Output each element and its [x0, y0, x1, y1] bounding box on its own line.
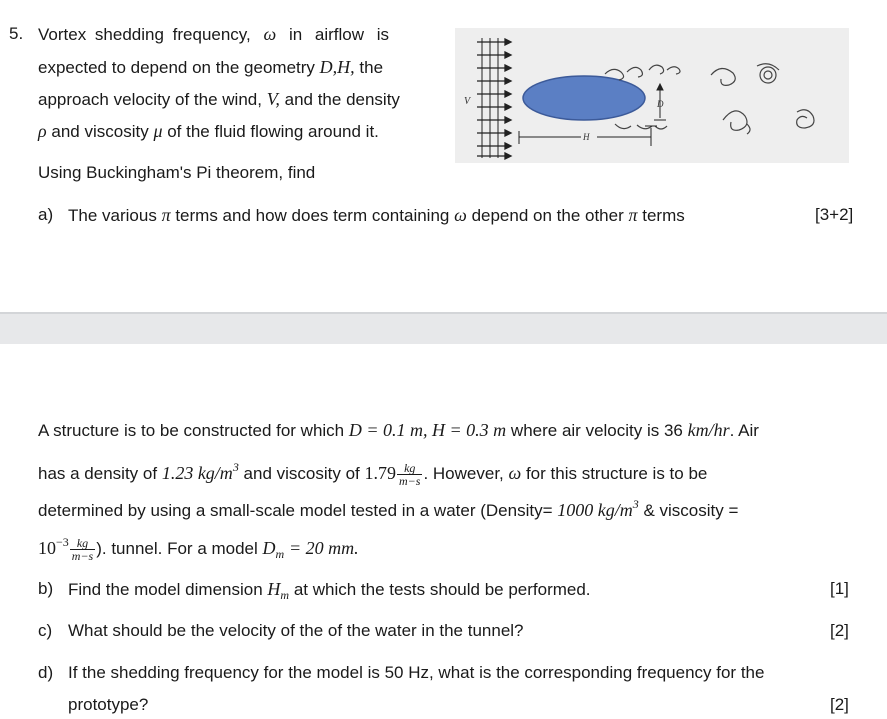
- q5-line-3-text: approach velocity of the wind,: [38, 90, 262, 109]
- q5-line-3-end: and the density: [284, 90, 400, 109]
- model-dim-sub: m: [275, 547, 285, 561]
- vortex-shedding-figure: [455, 28, 849, 163]
- question-number: 5.: [9, 24, 24, 43]
- part-b-t1: Find the model dimension: [68, 580, 263, 599]
- figure-label-h: H: [583, 132, 590, 142]
- part-a-label: a): [38, 205, 54, 224]
- water-density-value: 1000 kg/m: [557, 500, 633, 520]
- air-viscosity-unit: [397, 462, 422, 487]
- structure-l2-text-b: and viscosity of: [243, 464, 360, 483]
- structure-line-2: [38, 457, 707, 487]
- part-a-marks: [3+2]: [815, 205, 854, 224]
- velocity-var: V,: [266, 89, 280, 109]
- hm-h: H: [267, 579, 281, 599]
- page-divider-line: [0, 312, 887, 314]
- frac-den: m−s: [399, 474, 421, 489]
- part-d-text: If the shedding frequency for the model is 50 Hz, what is the corresponding frequency for the: [68, 663, 765, 682]
- structure-l1-unit: km/hr: [687, 420, 730, 440]
- pi-symbol: π: [161, 205, 171, 225]
- part-c-marks: [2]: [830, 621, 849, 640]
- omega-symbol: ω: [508, 463, 522, 483]
- rho-symbol: ρ: [38, 121, 47, 141]
- structure-line-1: [38, 420, 759, 441]
- water-viscosity: [38, 535, 69, 558]
- geometry-vars: D,H,: [319, 57, 355, 77]
- figure-label-d: D: [657, 99, 664, 109]
- water-viscosity-unit: [70, 537, 95, 562]
- water-viscosity-base: 10: [38, 538, 56, 558]
- part-d-text-2: prototype?: [68, 695, 149, 714]
- q5-line-1-end: in airflow is: [288, 25, 390, 44]
- part-d-label: d): [38, 663, 54, 682]
- structure-l4-text: ). tunnel. For a model: [96, 539, 258, 558]
- page-divider: [0, 312, 887, 344]
- q5-line-2-text: expected to depend on the geometry: [38, 58, 315, 77]
- air-viscosity-value: 1.79: [364, 463, 397, 483]
- part-c-text: What should be the velocity of the of the water in the tunnel?: [68, 621, 524, 640]
- air-density-exp: 3: [232, 460, 239, 474]
- structure-l1-text: A structure is to be constructed for which: [38, 421, 345, 440]
- structure-l1-end: . Air: [729, 421, 759, 440]
- model-dim-value: = 20 mm.: [288, 538, 359, 558]
- frac-den: m−s: [71, 549, 94, 564]
- hm-sub: m: [280, 588, 290, 602]
- q5-line-2: [38, 57, 383, 78]
- air-density: [161, 460, 239, 483]
- water-viscosity-exp: −3: [56, 535, 69, 549]
- part-c-label: c): [38, 621, 53, 640]
- q5-line-4: [38, 121, 379, 142]
- hm-var: [267, 579, 290, 602]
- cylinder-body: [523, 76, 645, 120]
- part-b-t2: at which the tests should be performed.: [293, 580, 591, 599]
- structure-l3-end: & viscosity =: [643, 501, 739, 520]
- water-density-exp: 3: [632, 497, 639, 511]
- mu-symbol: μ: [153, 121, 163, 141]
- omega-symbol: ω: [454, 205, 467, 225]
- q5-line-3: [38, 89, 400, 110]
- part-d-marks: [2]: [830, 695, 849, 714]
- structure-line-4: [38, 532, 359, 564]
- structure-l1-text-b: where air velocity is 36: [510, 421, 683, 440]
- q5-line-2-end: the: [359, 58, 384, 77]
- omega-symbol: ω: [263, 24, 277, 44]
- figure-background: [455, 28, 849, 163]
- pi-symbol: π: [628, 205, 638, 225]
- structure-l2-text: has a density of: [38, 464, 158, 483]
- structure-l1-dims: D = 0.1 m, H = 0.3 m: [348, 420, 507, 440]
- structure-l3-text: determined by using a small-scale model tested in a water (Density=: [38, 501, 553, 520]
- using-pi-theorem: Using Buckingham's Pi theorem, find: [38, 163, 316, 182]
- part-b-label: b): [38, 579, 54, 598]
- structure-l2-end: for this structure is to be: [525, 464, 708, 483]
- part-a-t3: depend on the other: [471, 206, 624, 225]
- air-density-value: 1.23 kg/m: [161, 463, 233, 483]
- q5-line-1: [38, 24, 389, 45]
- part-a-t4: terms: [642, 206, 685, 225]
- frac-num: kg: [70, 537, 95, 550]
- part-a-t1: The various: [68, 206, 157, 225]
- model-dim-var: [262, 538, 285, 561]
- q5-line-4-mid: and viscosity: [51, 122, 149, 141]
- structure-line-3: [38, 494, 738, 521]
- part-a-t2: terms and how does term containing: [175, 206, 450, 225]
- part-a-text: [68, 205, 685, 226]
- q5-line-4-end: of the fluid flowing around it.: [167, 122, 379, 141]
- model-dim-d: D: [262, 538, 276, 558]
- part-b-text: [68, 579, 591, 605]
- frac-num: kg: [397, 462, 422, 475]
- part-b-marks: [1]: [830, 579, 849, 598]
- water-density: [557, 497, 639, 520]
- figure-label-v: V: [464, 96, 471, 107]
- q5-line-1-text: Vortex shedding frequency,: [38, 25, 251, 44]
- structure-l2-text-c: . However,: [423, 464, 504, 483]
